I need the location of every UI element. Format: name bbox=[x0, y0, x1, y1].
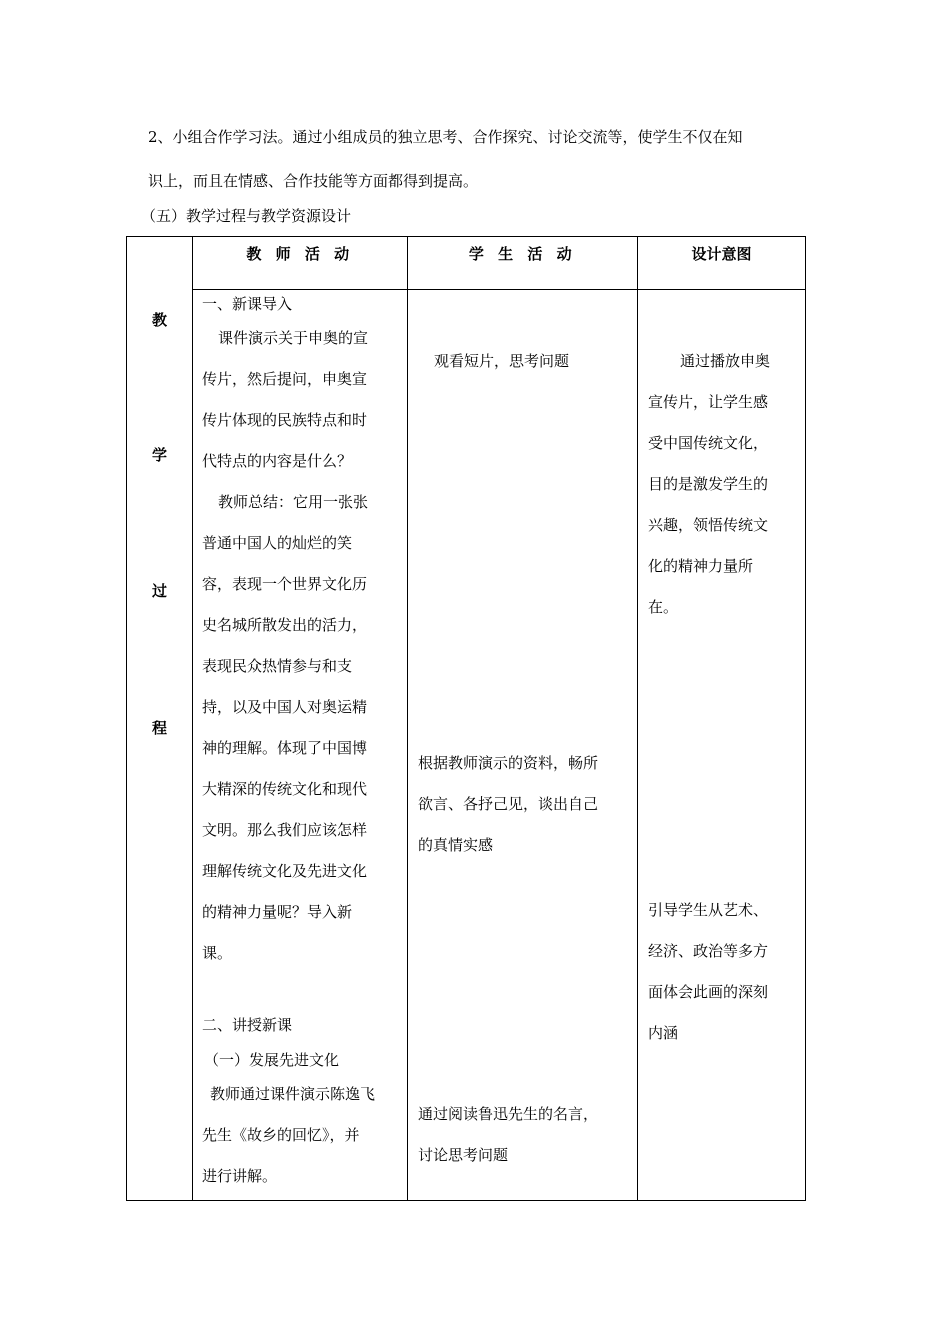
side-label-cell bbox=[127, 237, 193, 1201]
intent-block-2: 引导学生从艺术、 经济、政治等多方 面体会此画的深刻 内涵 bbox=[648, 901, 769, 1042]
student-activity-cell bbox=[408, 290, 638, 1201]
teacher-block-b: 教师总结：它用一张张 普通中国人的灿烂的笑 容，表现一个世界文化历 史名城所散发出的活力， 表现民众热情参与和支 持，以及中国人对奥运精 神的理解。体现了中国博 大精深的传统文化和现代 文明。那么我们应该怎样 理解传统文化及先进文化 的精神力量呢？导入新 课。 bbox=[202, 493, 369, 962]
teacher-block-c: 教师通过课件演示陈逸飞 先生《故乡的回忆》，并 进行讲解。 bbox=[202, 1085, 376, 1185]
teacher-block-a: 课件演示关于申奥的宣 传片，然后提问，申奥宣 传片体现的民族特点和时 代特点的内容是什么？ bbox=[202, 329, 369, 470]
intent-block-1: 通过播放申奥 宣传片，让学生感 受中国传统文化， 目的是激发学生的 兴趣，领悟传统文 化的精神力量所 在。 bbox=[648, 352, 771, 616]
header-teacher-activity: 教 师 活 动 bbox=[193, 237, 408, 290]
intro-paragraph-line-2: 识上，而且在情感、合作技能等方面都得到提高。 bbox=[148, 172, 479, 190]
student-block-1: 观看短片，思考问题 bbox=[434, 352, 570, 370]
intro-paragraph-line-1: 2、小组合作学习法。通过小组成员的独立思考、合作探究、讨论交流等，使学生不仅在知 bbox=[148, 128, 743, 146]
side-char: 学 bbox=[151, 446, 167, 464]
student-block-2: 根据教师演示的资料，畅所 欲言、各抒己见，谈出自己 的真情实感 bbox=[418, 754, 599, 854]
header-student-activity: 学 生 活 动 bbox=[408, 237, 638, 290]
student-block-3: 通过阅读鲁迅先生的名言， 讨论思考问题 bbox=[418, 1105, 599, 1164]
teacher-section-1: 一、新课导入 bbox=[202, 295, 293, 313]
side-char: 过 bbox=[151, 582, 167, 600]
header-design-intent: 设计意图 bbox=[638, 237, 806, 290]
teaching-process-table bbox=[126, 236, 806, 1201]
side-char: 程 bbox=[151, 719, 167, 737]
design-intent-cell bbox=[638, 290, 806, 1201]
section-heading: （五）教学过程与教学资源设计 bbox=[141, 207, 352, 225]
teacher-subsection-1: （一）发展先进文化 bbox=[204, 1051, 340, 1069]
teacher-section-2: 二、讲授新课 bbox=[202, 1016, 293, 1034]
teacher-activity-cell bbox=[193, 290, 408, 1201]
side-char: 教 bbox=[151, 311, 167, 329]
